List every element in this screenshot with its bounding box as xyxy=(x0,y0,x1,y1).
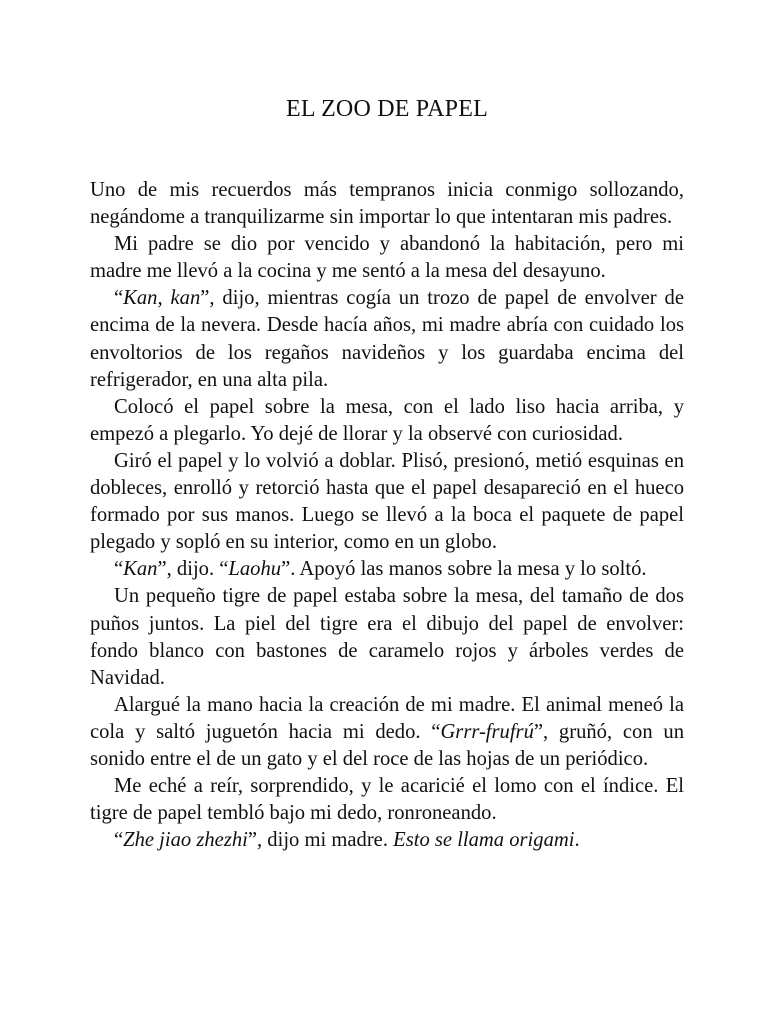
text-run: Mi padre se dio por vencido y abandonó la habitación, pero mi madre me llevó a la cocina y me sentó a la mesa del desayuno. xyxy=(90,233,684,283)
italic-text: Esto se llama origami xyxy=(393,829,575,852)
paragraph xyxy=(90,773,684,827)
text-run: Un pequeño tigre de papel estaba sobre la mesa, del tamaño de dos puños juntos. La piel del tigre era el dibujo del papel de envolver: fondo blanco con bastones de caramelo rojos y árboles verdes de Navidad. xyxy=(90,585,684,689)
text-run: ”, gruñó, con un sonido entre el de un gato y el del roce de las hojas de un periódico. xyxy=(90,720,684,770)
italic-text: Kan, kan xyxy=(123,287,201,310)
text-run: . xyxy=(574,829,580,852)
paragraph xyxy=(90,692,684,773)
paragraph xyxy=(90,583,684,691)
story-body xyxy=(90,177,684,854)
paragraph xyxy=(90,394,684,448)
text-run: ”, dijo mi madre. xyxy=(247,829,394,852)
paragraph xyxy=(90,827,684,854)
text-run: ”. Apoyó las manos sobre la mesa y lo soltó. xyxy=(281,558,647,581)
paragraph xyxy=(90,285,684,393)
text-run: “ xyxy=(114,829,124,852)
page-title: EL ZOO DE PAPEL xyxy=(286,96,488,122)
text-run: Uno de mis recuerdos más tempranos inicia conmigo sollozando, negándome a tranquilizarme sin importar lo que intentaran mis padres. xyxy=(90,179,684,229)
paragraph xyxy=(90,556,684,583)
text-run: Alargué la mano hacia la creación de mi madre. El animal meneó la cola y saltó juguetón hacia mi dedo. “ xyxy=(90,693,684,743)
text-run: ”, dijo. “ xyxy=(157,558,229,581)
text-run: Colocó el papel sobre la mesa, con el lado liso hacia arriba, y empezó a plegarlo. Yo dejé de llorar y la observé con curiosidad. xyxy=(90,395,684,445)
italic-text: Laohu xyxy=(228,558,282,581)
italic-text: Zhe jiao zhezhi xyxy=(123,829,248,852)
text-run: Giró el papel y lo volvió a doblar. Plisó, presionó, metió esquinas en dobleces, enrolló y retorció hasta que el papel desapareció en el hueco formado por sus manos. Luego se llevó a la boca el paquete de papel plegado y sopló en su interior, como en un globo. xyxy=(90,449,684,554)
italic-text: Kan xyxy=(123,558,158,581)
text-run: ”, dijo, mientras cogía un trozo de papel de envolver de encima de la nevera. Desde hacía años, mi madre abría con cuidado los envoltorios de los regaños navideños y los guardaba encima del refrigerador, en una alta pila. xyxy=(90,287,684,391)
italic-text: Grrr-frufrú xyxy=(440,720,534,743)
text-run: Me eché a reír, sorprendido, y le acaricié el lomo con el índice. El tigre de papel tembló bajo mi dedo, ronroneando. xyxy=(90,775,684,825)
paragraph xyxy=(90,177,684,231)
text-run: “ xyxy=(114,287,124,310)
paragraph xyxy=(90,231,684,285)
paragraph xyxy=(90,448,684,556)
text-run: “ xyxy=(114,558,124,581)
